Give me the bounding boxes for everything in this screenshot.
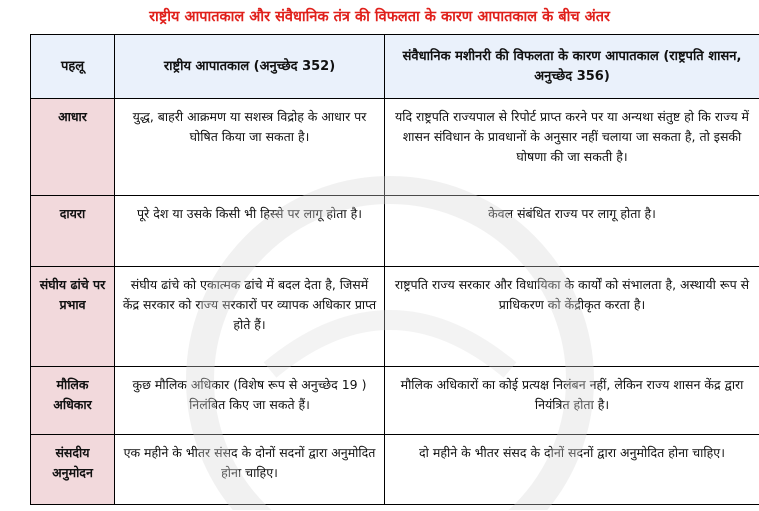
- row-national: पूरे देश या उसके किसी भी हिस्से पर लागू होता है।: [115, 196, 385, 267]
- header-aspect: पहलू: [31, 35, 115, 99]
- table-row: [31, 99, 759, 196]
- table-row: [31, 196, 759, 267]
- row-national: संघीय ढांचे को एकात्मक ढांचे में बदल देता है, जिसमें केंद्र सरकार को राज्य सरकारों पर व्यापक अधिकार प्राप्त होते हैं।: [115, 267, 385, 366]
- row-aspect: संघीय ढांचे पर प्रभाव: [31, 267, 115, 366]
- table-row: [31, 434, 759, 504]
- row-national: युद्ध, बाहरी आक्रमण या सशस्त्र विद्रोह के आधार पर घोषित किया जा सकता है।: [115, 99, 385, 196]
- row-aspect: संसदीय अनुमोदन: [31, 434, 115, 504]
- row-president-rule: दो महीने के भीतर संसद के दोनों सदनों द्वारा अनुमोदित होना चाहिए।: [385, 434, 759, 504]
- row-president-rule: मौलिक अधिकारों का कोई प्रत्यक्ष निलंबन नहीं, लेकिन राज्य शासन केंद्र द्वारा नियंत्रित होता है।: [385, 366, 759, 434]
- header-row: [31, 35, 759, 99]
- comparison-table: [30, 34, 759, 505]
- row-aspect: मौलिक अधिकार: [31, 366, 115, 434]
- row-president-rule: केवल संबंधित राज्य पर लागू होता है।: [385, 196, 759, 267]
- row-president-rule: राष्ट्रपति राज्य सरकार और विधायिका के कार्यों को संभालता है, अस्थायी रूप से प्राधिकरण को केंद्रीकृत करता है।: [385, 267, 759, 366]
- row-national: एक महीने के भीतर संसद के दोनों सदनों द्वारा अनुमोदित होना चाहिए।: [115, 434, 385, 504]
- header-national: राष्ट्रीय आपातकाल (अनुच्छेद 352): [115, 35, 385, 99]
- table-row: [31, 267, 759, 366]
- row-aspect: दायरा: [31, 196, 115, 267]
- row-president-rule: यदि राष्ट्रपति राज्यपाल से रिपोर्ट प्राप्त करने पर या अन्यथा संतुष्ट हो कि राज्य में शासन संविधान के प्रावधानों के अनुसार नहीं चलाया जा सकता है, तो इसकी घोषणा की जा सकती है।: [385, 99, 759, 196]
- table-row: [31, 366, 759, 434]
- row-aspect: आधार: [31, 99, 115, 196]
- row-national: कुछ मौलिक अधिकार (विशेष रूप से अनुच्छेद 19 ) निलंबित किए जा सकते हैं।: [115, 366, 385, 434]
- header-president-rule: संवैधानिक मशीनरी की विफलता के कारण आपातकाल (राष्ट्रपति शासन, अनुच्छेद 356): [385, 35, 759, 99]
- page-title: राष्ट्रीय आपातकाल और संवैधानिक तंत्र की विफलता के कारण आपातकाल के बीच अंतर: [149, 9, 610, 25]
